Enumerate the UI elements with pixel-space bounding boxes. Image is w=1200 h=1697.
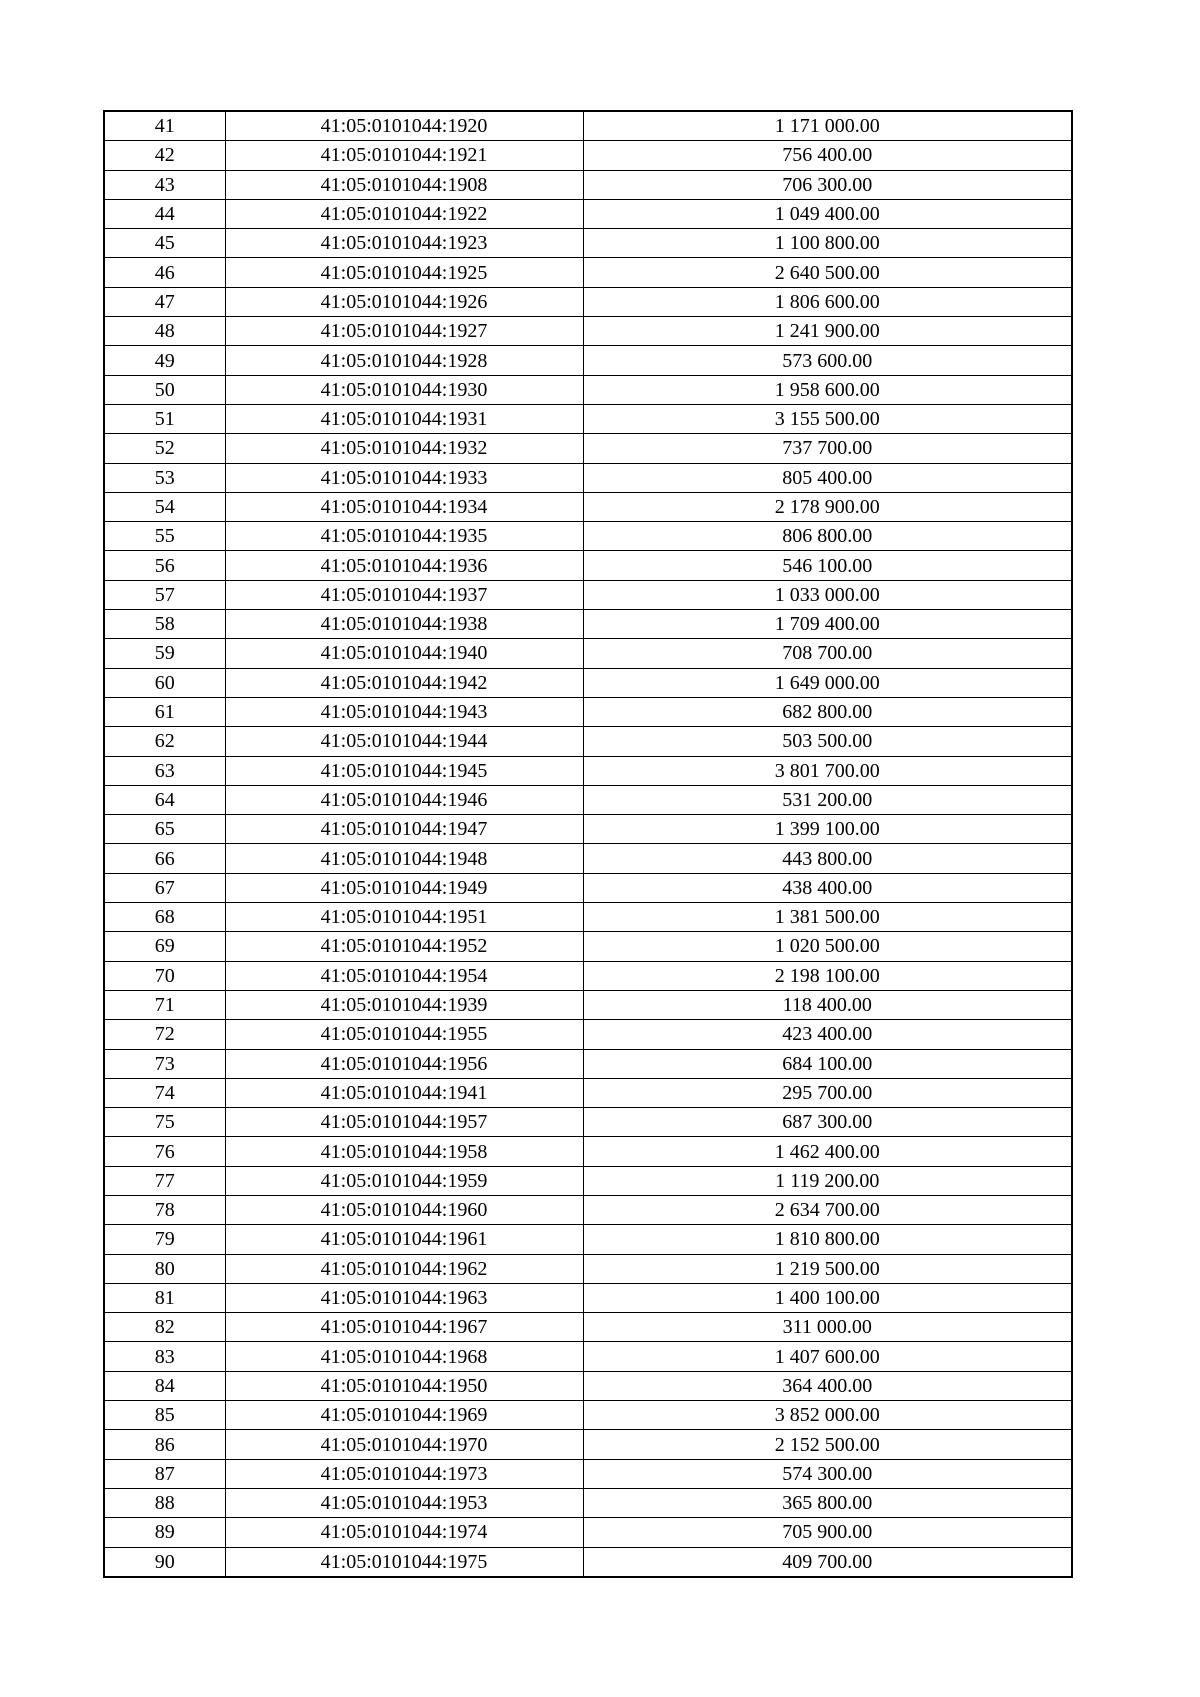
cadastral-value-cell: 443 800.00	[583, 844, 1072, 873]
cadastral-value-cell: 1 958 600.00	[583, 375, 1072, 404]
cadastral-number-cell: 41:05:0101044:1967	[225, 1313, 583, 1342]
row-number-cell: 44	[104, 199, 225, 228]
cadastral-value-cell: 1 400 100.00	[583, 1283, 1072, 1312]
cadastral-number-cell: 41:05:0101044:1970	[225, 1430, 583, 1459]
table-row	[104, 1371, 1072, 1400]
cadastral-number-cell: 41:05:0101044:1949	[225, 873, 583, 902]
cadastral-number-cell: 41:05:0101044:1927	[225, 317, 583, 346]
row-number-cell: 53	[104, 463, 225, 492]
table-row	[104, 990, 1072, 1019]
cadastral-value-cell: 1 219 500.00	[583, 1254, 1072, 1283]
cadastral-value-cell: 1 709 400.00	[583, 610, 1072, 639]
cadastral-value-cell: 423 400.00	[583, 1020, 1072, 1049]
table-row	[104, 1313, 1072, 1342]
cadastral-number-cell: 41:05:0101044:1946	[225, 785, 583, 814]
row-number-cell: 47	[104, 287, 225, 316]
table-row	[104, 111, 1072, 141]
cadastral-number-cell: 41:05:0101044:1954	[225, 961, 583, 990]
cadastral-value-cell: 118 400.00	[583, 990, 1072, 1019]
cadastral-number-cell: 41:05:0101044:1938	[225, 610, 583, 639]
cadastral-number-cell: 41:05:0101044:1963	[225, 1283, 583, 1312]
cadastral-value-cell: 1 171 000.00	[583, 111, 1072, 141]
table-row	[104, 1195, 1072, 1224]
table-row	[104, 1078, 1072, 1107]
table-row	[104, 317, 1072, 346]
table-row	[104, 404, 1072, 433]
table-row	[104, 287, 1072, 316]
table-body	[104, 111, 1072, 1577]
cadastral-number-cell: 41:05:0101044:1940	[225, 639, 583, 668]
cadastral-value-cell: 1 399 100.00	[583, 815, 1072, 844]
cadastral-value-cell: 705 900.00	[583, 1518, 1072, 1547]
cadastral-number-cell: 41:05:0101044:1951	[225, 903, 583, 932]
table-row	[104, 229, 1072, 258]
cadastral-value-cell: 1 806 600.00	[583, 287, 1072, 316]
table-row	[104, 903, 1072, 932]
row-number-cell: 72	[104, 1020, 225, 1049]
table-row	[104, 141, 1072, 170]
cadastral-value-cell: 3 155 500.00	[583, 404, 1072, 433]
cadastral-number-cell: 41:05:0101044:1974	[225, 1518, 583, 1547]
row-number-cell: 73	[104, 1049, 225, 1078]
row-number-cell: 42	[104, 141, 225, 170]
cadastral-value-cell: 3 852 000.00	[583, 1401, 1072, 1430]
row-number-cell: 45	[104, 229, 225, 258]
row-number-cell: 48	[104, 317, 225, 346]
cadastral-value-cell: 1 810 800.00	[583, 1225, 1072, 1254]
cadastral-value-cell: 2 634 700.00	[583, 1195, 1072, 1224]
row-number-cell: 63	[104, 756, 225, 785]
row-number-cell: 52	[104, 434, 225, 463]
table-row	[104, 1137, 1072, 1166]
cadastral-value-table	[103, 110, 1073, 1578]
cadastral-number-cell: 41:05:0101044:1952	[225, 932, 583, 961]
cadastral-value-cell: 1 462 400.00	[583, 1137, 1072, 1166]
cadastral-value-cell: 546 100.00	[583, 551, 1072, 580]
cadastral-number-cell: 41:05:0101044:1945	[225, 756, 583, 785]
cadastral-number-cell: 41:05:0101044:1950	[225, 1371, 583, 1400]
cadastral-number-cell: 41:05:0101044:1962	[225, 1254, 583, 1283]
table-row	[104, 1108, 1072, 1137]
cadastral-value-cell: 2 178 900.00	[583, 492, 1072, 521]
cadastral-value-cell: 3 801 700.00	[583, 756, 1072, 785]
row-number-cell: 78	[104, 1195, 225, 1224]
cadastral-value-cell: 682 800.00	[583, 697, 1072, 726]
cadastral-number-cell: 41:05:0101044:1920	[225, 111, 583, 141]
row-number-cell: 81	[104, 1283, 225, 1312]
table-row	[104, 346, 1072, 375]
cadastral-value-cell: 2 640 500.00	[583, 258, 1072, 287]
row-number-cell: 56	[104, 551, 225, 580]
table-row	[104, 932, 1072, 961]
table-row	[104, 551, 1072, 580]
table-row	[104, 1049, 1072, 1078]
cadastral-value-cell: 438 400.00	[583, 873, 1072, 902]
cadastral-number-cell: 41:05:0101044:1935	[225, 522, 583, 551]
cadastral-number-cell: 41:05:0101044:1947	[225, 815, 583, 844]
cadastral-value-cell: 756 400.00	[583, 141, 1072, 170]
row-number-cell: 54	[104, 492, 225, 521]
cadastral-value-cell: 2 198 100.00	[583, 961, 1072, 990]
row-number-cell: 77	[104, 1166, 225, 1195]
cadastral-value-cell: 1 407 600.00	[583, 1342, 1072, 1371]
table-row	[104, 463, 1072, 492]
cadastral-number-cell: 41:05:0101044:1955	[225, 1020, 583, 1049]
row-number-cell: 55	[104, 522, 225, 551]
table-row	[104, 1488, 1072, 1517]
table-row	[104, 580, 1072, 609]
row-number-cell: 89	[104, 1518, 225, 1547]
row-number-cell: 85	[104, 1401, 225, 1430]
table-row	[104, 522, 1072, 551]
table-row	[104, 1547, 1072, 1577]
table-row	[104, 1430, 1072, 1459]
row-number-cell: 59	[104, 639, 225, 668]
cadastral-value-cell: 1 049 400.00	[583, 199, 1072, 228]
cadastral-number-cell: 41:05:0101044:1926	[225, 287, 583, 316]
table-row	[104, 697, 1072, 726]
cadastral-number-cell: 41:05:0101044:1936	[225, 551, 583, 580]
row-number-cell: 64	[104, 785, 225, 814]
cadastral-value-cell: 684 100.00	[583, 1049, 1072, 1078]
cadastral-number-cell: 41:05:0101044:1932	[225, 434, 583, 463]
row-number-cell: 75	[104, 1108, 225, 1137]
cadastral-number-cell: 41:05:0101044:1975	[225, 1547, 583, 1577]
cadastral-value-cell: 1 020 500.00	[583, 932, 1072, 961]
cadastral-value-cell: 2 152 500.00	[583, 1430, 1072, 1459]
cadastral-value-cell: 706 300.00	[583, 170, 1072, 199]
row-number-cell: 68	[104, 903, 225, 932]
row-number-cell: 49	[104, 346, 225, 375]
table-row	[104, 844, 1072, 873]
table-row	[104, 815, 1072, 844]
table-row	[104, 1283, 1072, 1312]
row-number-cell: 74	[104, 1078, 225, 1107]
table-row	[104, 639, 1072, 668]
cadastral-number-cell: 41:05:0101044:1939	[225, 990, 583, 1019]
cadastral-value-cell: 806 800.00	[583, 522, 1072, 551]
table-row	[104, 668, 1072, 697]
cadastral-number-cell: 41:05:0101044:1942	[225, 668, 583, 697]
cadastral-value-cell: 1 381 500.00	[583, 903, 1072, 932]
table-row	[104, 785, 1072, 814]
row-number-cell: 83	[104, 1342, 225, 1371]
row-number-cell: 51	[104, 404, 225, 433]
table-row	[104, 1020, 1072, 1049]
row-number-cell: 41	[104, 111, 225, 141]
row-number-cell: 90	[104, 1547, 225, 1577]
cadastral-number-cell: 41:05:0101044:1944	[225, 727, 583, 756]
row-number-cell: 67	[104, 873, 225, 902]
cadastral-number-cell: 41:05:0101044:1933	[225, 463, 583, 492]
cadastral-number-cell: 41:05:0101044:1931	[225, 404, 583, 433]
row-number-cell: 65	[104, 815, 225, 844]
row-number-cell: 80	[104, 1254, 225, 1283]
row-number-cell: 43	[104, 170, 225, 199]
cadastral-number-cell: 41:05:0101044:1957	[225, 1108, 583, 1137]
row-number-cell: 79	[104, 1225, 225, 1254]
cadastral-value-cell: 1 649 000.00	[583, 668, 1072, 697]
cadastral-number-cell: 41:05:0101044:1941	[225, 1078, 583, 1107]
row-number-cell: 76	[104, 1137, 225, 1166]
table-row	[104, 375, 1072, 404]
cadastral-number-cell: 41:05:0101044:1959	[225, 1166, 583, 1195]
row-number-cell: 86	[104, 1430, 225, 1459]
row-number-cell: 66	[104, 844, 225, 873]
cadastral-number-cell: 41:05:0101044:1968	[225, 1342, 583, 1371]
cadastral-number-cell: 41:05:0101044:1934	[225, 492, 583, 521]
table-row	[104, 756, 1072, 785]
cadastral-number-cell: 41:05:0101044:1943	[225, 697, 583, 726]
cadastral-number-cell: 41:05:0101044:1928	[225, 346, 583, 375]
row-number-cell: 60	[104, 668, 225, 697]
cadastral-value-cell: 503 500.00	[583, 727, 1072, 756]
table-row	[104, 1459, 1072, 1488]
table-row	[104, 170, 1072, 199]
cadastral-number-cell: 41:05:0101044:1958	[225, 1137, 583, 1166]
cadastral-number-cell: 41:05:0101044:1925	[225, 258, 583, 287]
cadastral-value-cell: 574 300.00	[583, 1459, 1072, 1488]
row-number-cell: 62	[104, 727, 225, 756]
cadastral-number-cell: 41:05:0101044:1923	[225, 229, 583, 258]
table-row	[104, 492, 1072, 521]
cadastral-value-cell: 531 200.00	[583, 785, 1072, 814]
table-row	[104, 258, 1072, 287]
table-row	[104, 1254, 1072, 1283]
cadastral-number-cell: 41:05:0101044:1922	[225, 199, 583, 228]
table-row	[104, 873, 1072, 902]
table-row	[104, 1401, 1072, 1430]
cadastral-number-cell: 41:05:0101044:1953	[225, 1488, 583, 1517]
table-row	[104, 1225, 1072, 1254]
row-number-cell: 61	[104, 697, 225, 726]
cadastral-number-cell: 41:05:0101044:1956	[225, 1049, 583, 1078]
table-row	[104, 1342, 1072, 1371]
cadastral-value-cell: 737 700.00	[583, 434, 1072, 463]
row-number-cell: 58	[104, 610, 225, 639]
cadastral-number-cell: 41:05:0101044:1908	[225, 170, 583, 199]
table-row	[104, 434, 1072, 463]
cadastral-value-cell: 365 800.00	[583, 1488, 1072, 1517]
row-number-cell: 69	[104, 932, 225, 961]
cadastral-value-cell: 1 100 800.00	[583, 229, 1072, 258]
cadastral-number-cell: 41:05:0101044:1930	[225, 375, 583, 404]
cadastral-value-cell: 573 600.00	[583, 346, 1072, 375]
table-row	[104, 727, 1072, 756]
row-number-cell: 50	[104, 375, 225, 404]
cadastral-number-cell: 41:05:0101044:1969	[225, 1401, 583, 1430]
row-number-cell: 88	[104, 1488, 225, 1517]
cadastral-number-cell: 41:05:0101044:1937	[225, 580, 583, 609]
row-number-cell: 57	[104, 580, 225, 609]
cadastral-number-cell: 41:05:0101044:1960	[225, 1195, 583, 1224]
row-number-cell: 84	[104, 1371, 225, 1400]
row-number-cell: 71	[104, 990, 225, 1019]
row-number-cell: 87	[104, 1459, 225, 1488]
cadastral-value-cell: 805 400.00	[583, 463, 1072, 492]
table-row	[104, 610, 1072, 639]
cadastral-number-cell: 41:05:0101044:1948	[225, 844, 583, 873]
table-row	[104, 199, 1072, 228]
cadastral-value-cell: 364 400.00	[583, 1371, 1072, 1400]
cadastral-number-cell: 41:05:0101044:1961	[225, 1225, 583, 1254]
cadastral-value-cell: 708 700.00	[583, 639, 1072, 668]
row-number-cell: 46	[104, 258, 225, 287]
table-row	[104, 1518, 1072, 1547]
table-row	[104, 961, 1072, 990]
cadastral-value-cell: 295 700.00	[583, 1078, 1072, 1107]
cadastral-value-cell: 409 700.00	[583, 1547, 1072, 1577]
row-number-cell: 82	[104, 1313, 225, 1342]
cadastral-number-cell: 41:05:0101044:1921	[225, 141, 583, 170]
row-number-cell: 70	[104, 961, 225, 990]
cadastral-value-cell: 1 119 200.00	[583, 1166, 1072, 1195]
cadastral-value-cell: 1 241 900.00	[583, 317, 1072, 346]
table-row	[104, 1166, 1072, 1195]
cadastral-value-cell: 1 033 000.00	[583, 580, 1072, 609]
cadastral-value-cell: 687 300.00	[583, 1108, 1072, 1137]
cadastral-number-cell: 41:05:0101044:1973	[225, 1459, 583, 1488]
cadastral-value-cell: 311 000.00	[583, 1313, 1072, 1342]
